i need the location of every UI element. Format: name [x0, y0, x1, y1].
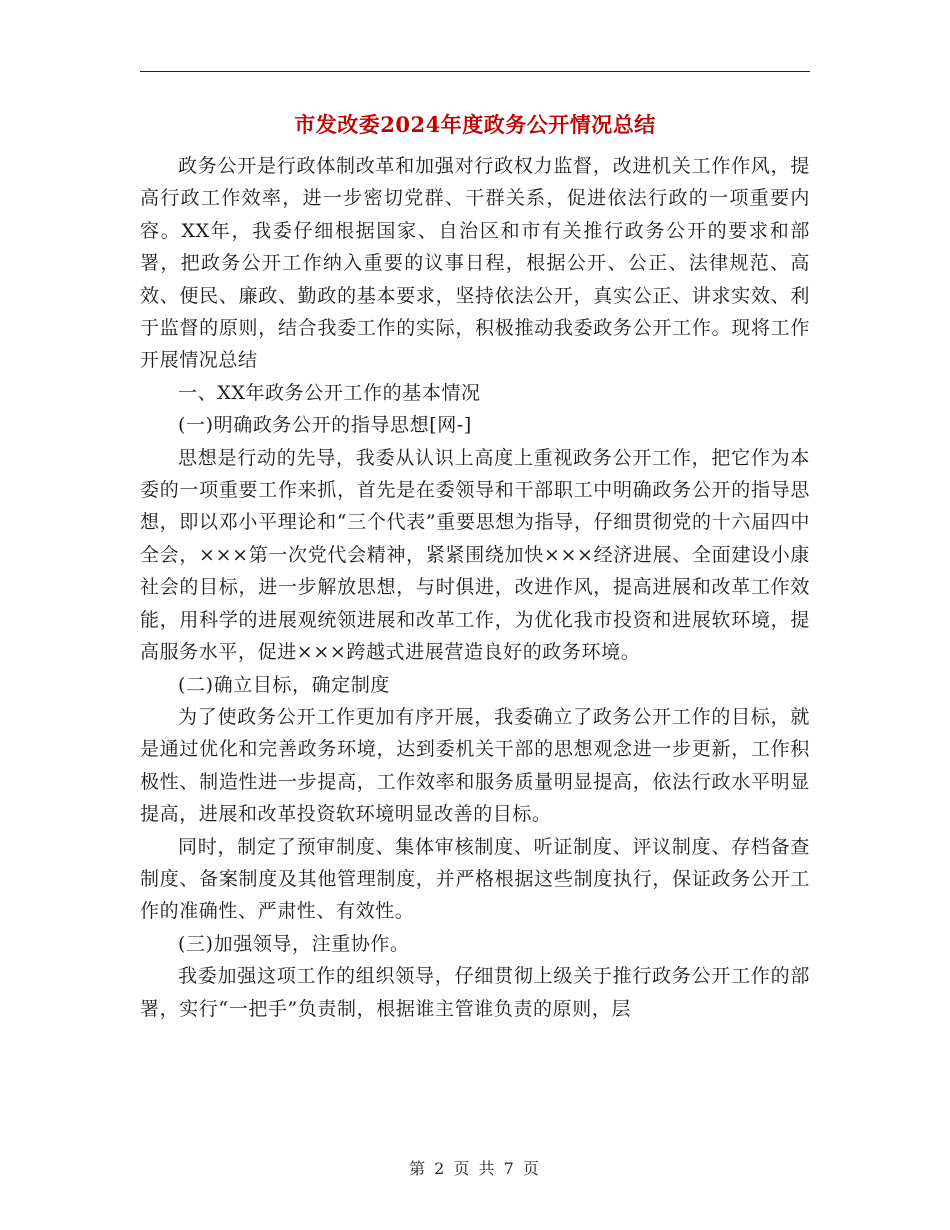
- header-rule: [140, 71, 810, 72]
- document-title: 市发改委2024年度政务公开情况总结: [294, 112, 656, 137]
- page-footer: 第 2 页 共 7 页: [409, 1159, 541, 1178]
- subsection-heading-3: (三)加强领导，注重协作。: [178, 932, 410, 955]
- section-heading-1: 一、XX年政务公开工作的基本情况: [178, 381, 481, 404]
- subsection-heading-1: (一)明确政务公开的指导思想[网-]: [178, 414, 472, 437]
- subsection-heading-2: (二)确立目标，确定制度: [178, 673, 391, 696]
- paragraph-intro: 政务公开是行政体制改革和加强对行政权力监督，改进机关工作作风，提高行政工作效率，进一步密切党群、干群关系，促进依法行政的一项重要内容。XX年，我委仔细根据国家、自治区和市有关推行政务公开的要求和部署，把政务公开工作纳入重要的议事日程，根据公开、公正、法律规范、高效、便民、廉政、勤政的基本要求，坚持依法公开，真实公正、讲求实效、利于监督的原则，结合我委工作的实际，积极推动我委政务公开工作。现将工作开展情况总结: [140, 155, 810, 372]
- paragraph-guiding-thought: 思想是行动的先导，我委从认识上高度上重视政务公开工作，把它作为本委的一项重要工作来抓，首先是在委领导和干部职工中明确政务公开的指导思想，即以邓小平理论和“三个代表”重要思想为指导，仔细贯彻党的十六届四中全会，×××第一次党代会精神，紧紧围绕加快×××经济进展、全面建设小康社会的目标，进一步解放思想，与时俱进，改进作风，提高进展和改革工作效能，用科学的进展观统领进展和改革工作，为优化我市投资和进展软环境，提高服务水平，促进×××跨越式进展营造良好的政务环境。: [140, 446, 810, 664]
- paragraph-leadership: 我委加强这项工作的组织领导，仔细贯彻上级关于推行政务公开工作的部署，实行“一把手”负责制，根据谁主管谁负责的原则，层: [140, 965, 810, 1020]
- document-body: [140, 150, 810, 1025]
- paragraph-systems: 同时，制定了预审制度、集体审核制度、听证制度、评议制度、存档备查制度、备案制度及其他管理制度，并严格根据这些制度执行，保证政务公开工作的准确性、严肃性、有效性。: [140, 835, 810, 923]
- paragraph-goals: 为了使政务公开工作更加有序开展，我委确立了政务公开工作的目标，就是通过优化和完善政务环境，达到委机关干部的思想观念进一步更新，工作积极性、制造性进一步提高，工作效率和服务质量明显提高，依法行政水平明显提高，进展和改革投资软环境明显改善的目标。: [140, 705, 810, 826]
